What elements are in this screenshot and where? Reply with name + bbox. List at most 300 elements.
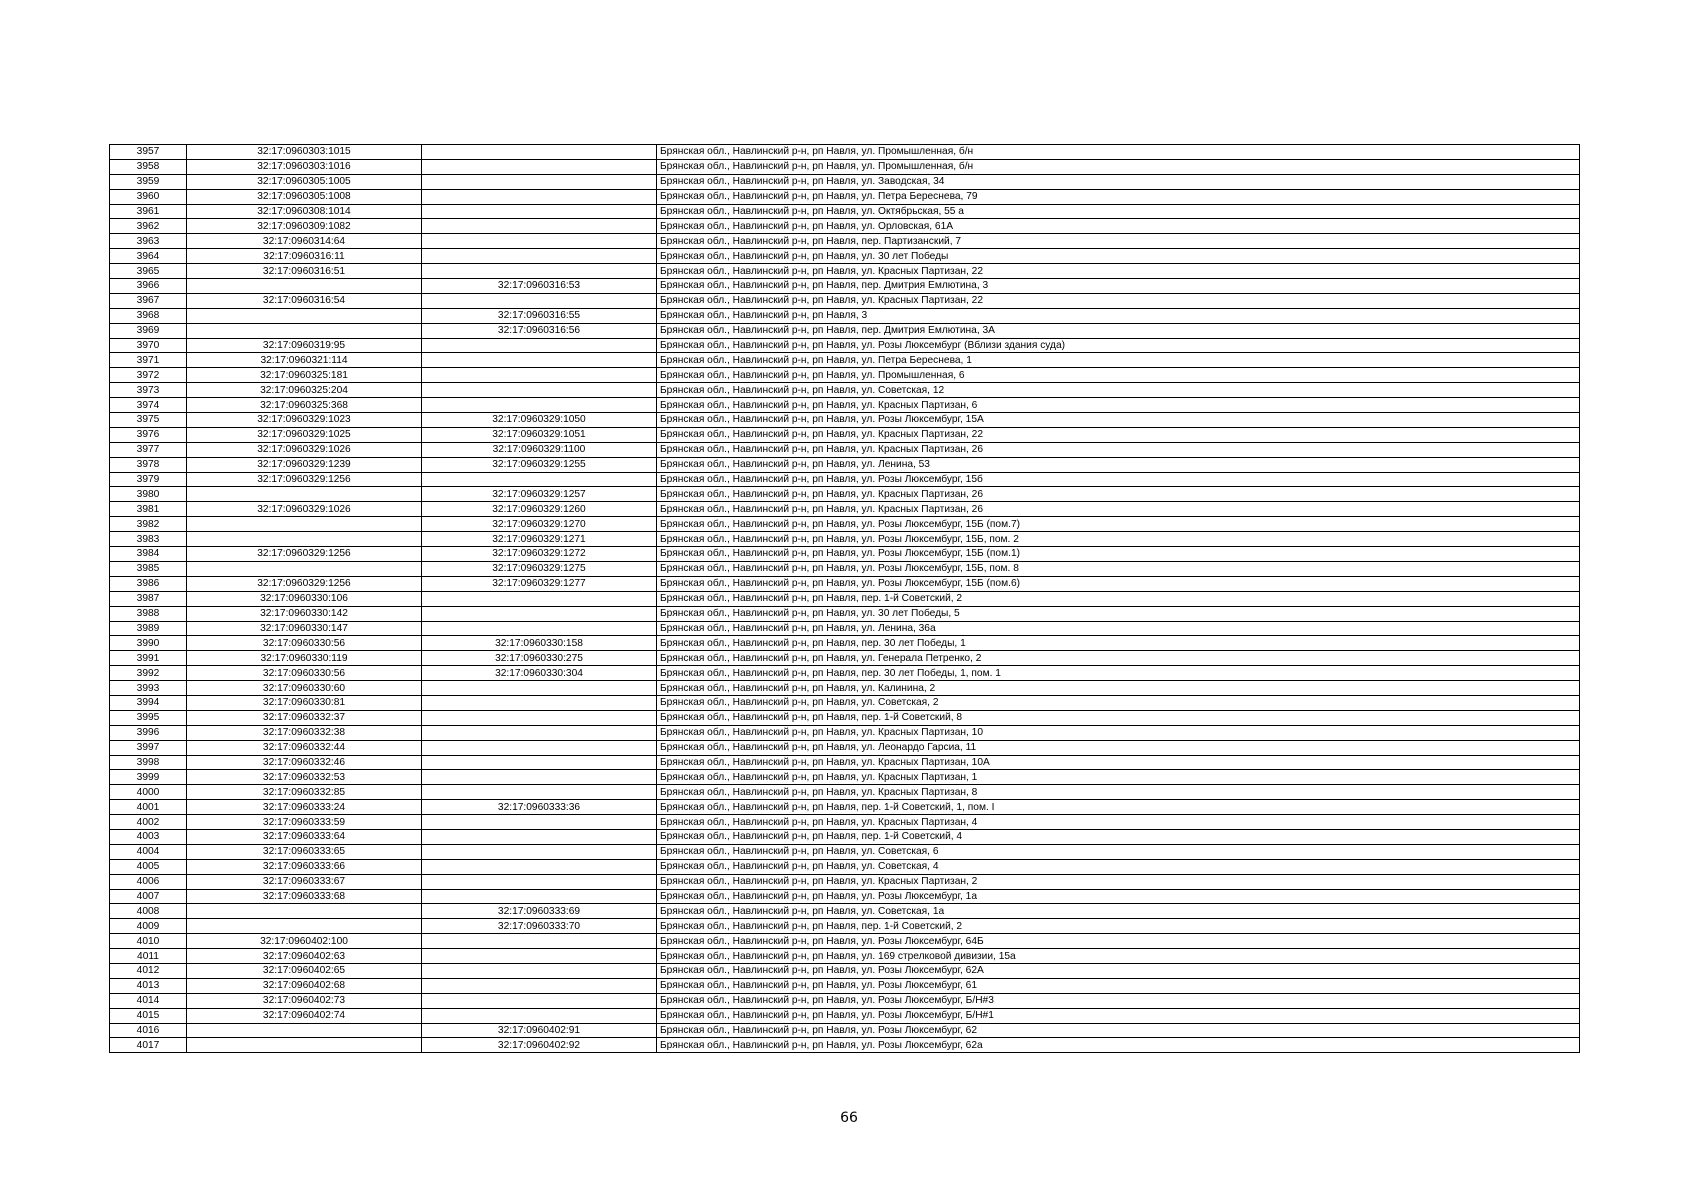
table-row [110,576,1580,591]
table-row [110,978,1580,993]
row-number-cell: 3957 [110,145,187,160]
address-cell: Брянская обл., Навлинский р-н, рп Навля, ул. Розы Люксембург, Б/Н#3 [657,993,1580,1008]
cadastral-number-cell [187,1038,422,1053]
row-number-cell: 3977 [110,442,187,457]
row-number-cell: 4001 [110,800,187,815]
cadastral-number-cell: 32:17:0960333:59 [187,815,422,830]
table-row [110,725,1580,740]
row-number-cell: 4000 [110,785,187,800]
related-cadastral-number-cell [422,234,657,249]
cadastral-number-cell: 32:17:0960332:46 [187,755,422,770]
related-cadastral-number-cell [422,829,657,844]
address-cell: Брянская обл., Навлинский р-н, рп Навля, ул. Красных Партизан, 22 [657,264,1580,279]
address-cell: Брянская обл., Навлинский р-н, рп Навля, ул. Калинина, 2 [657,681,1580,696]
row-number-cell: 4017 [110,1038,187,1053]
table-row [110,949,1580,964]
table-row [110,859,1580,874]
table-row [110,651,1580,666]
related-cadastral-number-cell [422,204,657,219]
row-number-cell: 3969 [110,323,187,338]
cadastral-number-cell [187,279,422,294]
cadastral-number-cell: 32:17:0960305:1008 [187,189,422,204]
row-number-cell: 4013 [110,978,187,993]
row-number-cell: 3960 [110,189,187,204]
cadastral-number-cell: 32:17:0960402:73 [187,993,422,1008]
row-number-cell: 4015 [110,1008,187,1023]
row-number-cell: 4009 [110,919,187,934]
address-cell: Брянская обл., Навлинский р-н, рп Навля, пер. 1-й Советский, 1, пом. I [657,800,1580,815]
address-cell: Брянская обл., Навлинский р-н, рп Навля, ул. Розы Люксембург, 64Б [657,934,1580,949]
related-cadastral-number-cell [422,383,657,398]
table-row [110,740,1580,755]
row-number-cell: 4008 [110,904,187,919]
table-row [110,487,1580,502]
row-number-cell: 4007 [110,889,187,904]
cadastral-number-cell: 32:17:0960332:37 [187,710,422,725]
table-row [110,800,1580,815]
registry-table [109,144,1580,1053]
table-row [110,472,1580,487]
table-row [110,963,1580,978]
address-cell: Брянская обл., Навлинский р-н, рп Навля, пер. Дмитрия Емлютина, 3 [657,279,1580,294]
cadastral-number-cell: 32:17:0960330:142 [187,606,422,621]
table-row [110,204,1580,219]
table-row [110,323,1580,338]
table-row [110,502,1580,517]
related-cadastral-number-cell: 32:17:0960329:1272 [422,547,657,562]
table-row [110,815,1580,830]
address-cell: Брянская обл., Навлинский р-н, рп Навля, ул. Ленина, 36а [657,621,1580,636]
row-number-cell: 3995 [110,710,187,725]
related-cadastral-number-cell: 32:17:0960329:1277 [422,576,657,591]
row-number-cell: 3964 [110,249,187,264]
table-row [110,383,1580,398]
row-number-cell: 3967 [110,293,187,308]
cadastral-number-cell: 32:17:0960303:1016 [187,159,422,174]
cadastral-number-cell: 32:17:0960332:44 [187,740,422,755]
table-row [110,398,1580,413]
table-row [110,561,1580,576]
cadastral-number-cell: 32:17:0960333:68 [187,889,422,904]
address-cell: Брянская обл., Навлинский р-н, рп Навля, ул. Красных Партизан, 1 [657,770,1580,785]
cadastral-number-cell: 32:17:0960316:54 [187,293,422,308]
row-number-cell: 4004 [110,844,187,859]
address-cell: Брянская обл., Навлинский р-н, рп Навля, ул. Советская, 12 [657,383,1580,398]
row-number-cell: 4006 [110,874,187,889]
related-cadastral-number-cell [422,293,657,308]
table-row [110,532,1580,547]
cadastral-number-cell: 32:17:0960332:38 [187,725,422,740]
table-row [110,844,1580,859]
related-cadastral-number-cell: 32:17:0960333:70 [422,919,657,934]
related-cadastral-number-cell [422,710,657,725]
cadastral-number-cell: 32:17:0960329:1239 [187,457,422,472]
row-number-cell: 3999 [110,770,187,785]
row-number-cell: 3966 [110,279,187,294]
table-row [110,517,1580,532]
row-number-cell: 3968 [110,308,187,323]
related-cadastral-number-cell [422,874,657,889]
cadastral-number-cell: 32:17:0960329:1256 [187,547,422,562]
cadastral-number-cell: 32:17:0960402:63 [187,949,422,964]
address-cell: Брянская обл., Навлинский р-н, рп Навля, ул. Красных Партизан, 4 [657,815,1580,830]
related-cadastral-number-cell: 32:17:0960329:1257 [422,487,657,502]
related-cadastral-number-cell: 32:17:0960330:304 [422,666,657,681]
address-cell: Брянская обл., Навлинский р-н, рп Навля, ул. 169 стрелковой дивизии, 15а [657,949,1580,964]
related-cadastral-number-cell [422,755,657,770]
address-cell: Брянская обл., Навлинский р-н, рп Навля, ул. Розы Люксембург, 15Б (пом.6) [657,576,1580,591]
related-cadastral-number-cell: 32:17:0960402:92 [422,1038,657,1053]
row-number-cell: 3981 [110,502,187,517]
table-row [110,904,1580,919]
cadastral-number-cell [187,561,422,576]
address-cell: Брянская обл., Навлинский р-н, рп Навля, ул. Советская, 6 [657,844,1580,859]
related-cadastral-number-cell [422,770,657,785]
cadastral-number-cell: 32:17:0960325:368 [187,398,422,413]
row-number-cell: 3958 [110,159,187,174]
table-row [110,368,1580,383]
address-cell: Брянская обл., Навлинский р-н, рп Навля, ул. Красных Партизан, 26 [657,442,1580,457]
cadastral-number-cell [187,532,422,547]
row-number-cell: 3993 [110,681,187,696]
row-number-cell: 3979 [110,472,187,487]
row-number-cell: 3963 [110,234,187,249]
related-cadastral-number-cell [422,472,657,487]
cadastral-number-cell [187,323,422,338]
cadastral-number-cell [187,1023,422,1038]
cadastral-number-cell [187,517,422,532]
address-cell: Брянская обл., Навлинский р-н, рп Навля, ул. Генерала Петренко, 2 [657,651,1580,666]
table-row [110,219,1580,234]
address-cell: Брянская обл., Навлинский р-н, рп Навля, ул. Октябрьская, 55 а [657,204,1580,219]
cadastral-number-cell [187,487,422,502]
table-row [110,681,1580,696]
related-cadastral-number-cell [422,740,657,755]
row-number-cell: 3985 [110,561,187,576]
table-row [110,442,1580,457]
row-number-cell: 3992 [110,666,187,681]
address-cell: Брянская обл., Навлинский р-н, рп Навля, ул. Розы Люксембург, 15б [657,472,1580,487]
related-cadastral-number-cell [422,264,657,279]
cadastral-number-cell: 32:17:0960333:65 [187,844,422,859]
page-number: 66 [840,1110,858,1126]
address-cell: Брянская обл., Навлинский р-н, рп Навля, ул. Ленина, 53 [657,457,1580,472]
address-cell: Брянская обл., Навлинский р-н, рп Навля, ул. Советская, 4 [657,859,1580,874]
address-cell: Брянская обл., Навлинский р-н, рп Навля, ул. 30 лет Победы [657,249,1580,264]
related-cadastral-number-cell [422,353,657,368]
address-cell: Брянская обл., Навлинский р-н, рп Навля, ул. Розы Люксембург, 15Б (пом.1) [657,547,1580,562]
address-cell: Брянская обл., Навлинский р-н, рп Навля, ул. Красных Партизан, 10А [657,755,1580,770]
row-number-cell: 3975 [110,413,187,428]
row-number-cell: 3987 [110,591,187,606]
related-cadastral-number-cell [422,159,657,174]
related-cadastral-number-cell [422,859,657,874]
cadastral-number-cell: 32:17:0960325:181 [187,368,422,383]
related-cadastral-number-cell [422,949,657,964]
row-number-cell: 3989 [110,621,187,636]
address-cell: Брянская обл., Навлинский р-н, рп Навля, ул. Розы Люксембург, 62А [657,963,1580,978]
table-row [110,159,1580,174]
cadastral-number-cell: 32:17:0960330:60 [187,681,422,696]
address-cell: Брянская обл., Навлинский р-н, рп Навля, ул. Промышленная, б/н [657,145,1580,160]
table-row [110,1008,1580,1023]
related-cadastral-number-cell: 32:17:0960316:55 [422,308,657,323]
table-row [110,621,1580,636]
row-number-cell: 3965 [110,264,187,279]
row-number-cell: 4010 [110,934,187,949]
address-cell: Брянская обл., Навлинский р-н, рп Навля, ул. Розы Люксембург, 15Б (пом.7) [657,517,1580,532]
address-cell: Брянская обл., Навлинский р-н, рп Навля, ул. Леонардо Гарсиа, 11 [657,740,1580,755]
related-cadastral-number-cell [422,844,657,859]
table-row [110,606,1580,621]
table-row [110,264,1580,279]
row-number-cell: 3980 [110,487,187,502]
address-cell: Брянская обл., Навлинский р-н, рп Навля, пер. 1-й Советский, 2 [657,919,1580,934]
related-cadastral-number-cell [422,978,657,993]
related-cadastral-number-cell [422,398,657,413]
table-row [110,919,1580,934]
cadastral-number-cell: 32:17:0960316:11 [187,249,422,264]
table-row [110,1038,1580,1053]
cadastral-number-cell: 32:17:0960402:74 [187,1008,422,1023]
table-row [110,755,1580,770]
cadastral-number-cell: 32:17:0960330:106 [187,591,422,606]
row-number-cell: 3973 [110,383,187,398]
table-row [110,353,1580,368]
related-cadastral-number-cell: 32:17:0960330:158 [422,636,657,651]
row-number-cell: 3978 [110,457,187,472]
table-row [110,338,1580,353]
cadastral-number-cell: 32:17:0960329:1026 [187,442,422,457]
related-cadastral-number-cell [422,174,657,189]
address-cell: Брянская обл., Навлинский р-н, рп Навля, ул. Советская, 2 [657,695,1580,710]
table-row [110,457,1580,472]
table-row [110,770,1580,785]
cadastral-number-cell: 32:17:0960309:1082 [187,219,422,234]
cadastral-number-cell [187,904,422,919]
cadastral-number-cell [187,919,422,934]
row-number-cell: 3986 [110,576,187,591]
table-row [110,293,1580,308]
related-cadastral-number-cell [422,189,657,204]
row-number-cell: 3991 [110,651,187,666]
related-cadastral-number-cell: 32:17:0960329:1100 [422,442,657,457]
related-cadastral-number-cell [422,695,657,710]
address-cell: Брянская обл., Навлинский р-н, рп Навля, ул. Красных Партизан, 8 [657,785,1580,800]
row-number-cell: 3982 [110,517,187,532]
address-cell: Брянская обл., Навлинский р-н, рп Навля, ул. Промышленная, 6 [657,368,1580,383]
row-number-cell: 4005 [110,859,187,874]
address-cell: Брянская обл., Навлинский р-н, рп Навля, пер. 1-й Советский, 4 [657,829,1580,844]
table-row [110,145,1580,160]
table-row [110,666,1580,681]
table-row [110,636,1580,651]
cadastral-number-cell: 32:17:0960314:64 [187,234,422,249]
related-cadastral-number-cell: 32:17:0960329:1255 [422,457,657,472]
related-cadastral-number-cell [422,621,657,636]
address-cell: Брянская обл., Навлинский р-н, рп Навля, пер. Партизанский, 7 [657,234,1580,249]
row-number-cell: 3994 [110,695,187,710]
address-cell: Брянская обл., Навлинский р-н, рп Навля, ул. Красных Партизан, 22 [657,427,1580,442]
address-cell: Брянская обл., Навлинский р-н, рп Навля, ул. Розы Люксембург, 61 [657,978,1580,993]
cadastral-number-cell: 32:17:0960333:66 [187,859,422,874]
cadastral-number-cell: 32:17:0960333:24 [187,800,422,815]
related-cadastral-number-cell: 32:17:0960329:1275 [422,561,657,576]
address-cell: Брянская обл., Навлинский р-н, рп Навля, ул. Петра Береснева, 79 [657,189,1580,204]
related-cadastral-number-cell [422,145,657,160]
cadastral-number-cell: 32:17:0960321:114 [187,353,422,368]
cadastral-number-cell: 32:17:0960402:68 [187,978,422,993]
cadastral-number-cell: 32:17:0960332:85 [187,785,422,800]
table-row [110,695,1580,710]
table-row [110,785,1580,800]
address-cell: Брянская обл., Навлинский р-н, рп Навля, ул. Советская, 1а [657,904,1580,919]
cadastral-number-cell: 32:17:0960319:95 [187,338,422,353]
table-row [110,234,1580,249]
row-number-cell: 3970 [110,338,187,353]
address-cell: Брянская обл., Навлинский р-н, рп Навля, ул. Розы Люксембург, 62 [657,1023,1580,1038]
row-number-cell: 3990 [110,636,187,651]
row-number-cell: 3961 [110,204,187,219]
table-row [110,591,1580,606]
row-number-cell: 3959 [110,174,187,189]
related-cadastral-number-cell [422,249,657,264]
address-cell: Брянская обл., Навлинский р-н, рп Навля, ул. Красных Партизан, 6 [657,398,1580,413]
table-row [110,308,1580,323]
related-cadastral-number-cell: 32:17:0960330:275 [422,651,657,666]
related-cadastral-number-cell [422,591,657,606]
table-row [110,829,1580,844]
related-cadastral-number-cell [422,1008,657,1023]
address-cell: Брянская обл., Навлинский р-н, рп Навля, ул. Розы Люксембург, Б/Н#1 [657,1008,1580,1023]
related-cadastral-number-cell [422,681,657,696]
related-cadastral-number-cell [422,368,657,383]
table-row [110,413,1580,428]
table-row [110,249,1580,264]
row-number-cell: 3976 [110,427,187,442]
cadastral-number-cell: 32:17:0960325:204 [187,383,422,398]
cadastral-number-cell: 32:17:0960305:1005 [187,174,422,189]
address-cell: Брянская обл., Навлинский р-н, рп Навля, пер. 1-й Советский, 8 [657,710,1580,725]
address-cell: Брянская обл., Навлинский р-н, рп Навля, ул. Красных Партизан, 26 [657,502,1580,517]
address-cell: Брянская обл., Навлинский р-н, рп Навля, ул. Розы Люксембург, 15А [657,413,1580,428]
row-number-cell: 3962 [110,219,187,234]
row-number-cell: 3983 [110,532,187,547]
related-cadastral-number-cell [422,963,657,978]
table-row [110,279,1580,294]
address-cell: Брянская обл., Навлинский р-н, рп Навля, пер. Дмитрия Емлютина, 3А [657,323,1580,338]
cadastral-number-cell: 32:17:0960330:147 [187,621,422,636]
cadastral-number-cell: 32:17:0960329:1023 [187,413,422,428]
registry-table-body [110,145,1580,1053]
row-number-cell: 3984 [110,547,187,562]
address-cell: Брянская обл., Навлинский р-н, рп Навля, пер. 30 лет Победы, 1 [657,636,1580,651]
row-number-cell: 4012 [110,963,187,978]
related-cadastral-number-cell [422,934,657,949]
cadastral-number-cell: 32:17:0960329:1026 [187,502,422,517]
cadastral-number-cell: 32:17:0960330:56 [187,636,422,651]
row-number-cell: 3996 [110,725,187,740]
row-number-cell: 4002 [110,815,187,830]
table-row [110,934,1580,949]
related-cadastral-number-cell [422,815,657,830]
cadastral-number-cell: 32:17:0960330:56 [187,666,422,681]
row-number-cell: 3997 [110,740,187,755]
address-cell: Брянская обл., Навлинский р-н, рп Навля, ул. Заводская, 34 [657,174,1580,189]
related-cadastral-number-cell [422,785,657,800]
related-cadastral-number-cell [422,338,657,353]
address-cell: Брянская обл., Навлинский р-н, рп Навля, пер. 1-й Советский, 2 [657,591,1580,606]
related-cadastral-number-cell: 32:17:0960402:91 [422,1023,657,1038]
cadastral-number-cell: 32:17:0960329:1256 [187,576,422,591]
table-row [110,993,1580,1008]
cadastral-number-cell: 32:17:0960308:1014 [187,204,422,219]
related-cadastral-number-cell: 32:17:0960333:36 [422,800,657,815]
address-cell: Брянская обл., Навлинский р-н, рп Навля, ул. Розы Люксембург (Вблизи здания суда) [657,338,1580,353]
row-number-cell: 4003 [110,829,187,844]
related-cadastral-number-cell [422,606,657,621]
address-cell: Брянская обл., Навлинский р-н, рп Навля, ул. Розы Люксембург, 15Б, пом. 2 [657,532,1580,547]
row-number-cell: 4014 [110,993,187,1008]
related-cadastral-number-cell: 32:17:0960329:1051 [422,427,657,442]
cadastral-number-cell: 32:17:0960330:81 [187,695,422,710]
address-cell: Брянская обл., Навлинский р-н, рп Навля, пер. 30 лет Победы, 1, пом. 1 [657,666,1580,681]
related-cadastral-number-cell: 32:17:0960329:1270 [422,517,657,532]
table-row [110,889,1580,904]
row-number-cell: 3972 [110,368,187,383]
cadastral-number-cell: 32:17:0960303:1015 [187,145,422,160]
related-cadastral-number-cell [422,993,657,1008]
address-cell: Брянская обл., Навлинский р-н, рп Навля, ул. Розы Люксембург, 1а [657,889,1580,904]
address-cell: Брянская обл., Навлинский р-н, рп Навля, ул. Промышленная, б/н [657,159,1580,174]
cadastral-number-cell: 32:17:0960329:1256 [187,472,422,487]
address-cell: Брянская обл., Навлинский р-н, рп Навля, ул. Орловская, 61А [657,219,1580,234]
row-number-cell: 4011 [110,949,187,964]
cadastral-number-cell: 32:17:0960402:100 [187,934,422,949]
table-row [110,710,1580,725]
address-cell: Брянская обл., Навлинский р-н, рп Навля, ул. Петра Береснева, 1 [657,353,1580,368]
address-cell: Брянская обл., Навлинский р-н, рп Навля, ул. Красных Партизан, 2 [657,874,1580,889]
address-cell: Брянская обл., Навлинский р-н, рп Навля, ул. Красных Партизан, 10 [657,725,1580,740]
address-cell: Брянская обл., Навлинский р-н, рп Навля, 3 [657,308,1580,323]
cadastral-number-cell: 32:17:0960332:53 [187,770,422,785]
cadastral-number-cell [187,308,422,323]
table-row [110,189,1580,204]
cadastral-number-cell: 32:17:0960330:119 [187,651,422,666]
cadastral-number-cell: 32:17:0960333:64 [187,829,422,844]
cadastral-number-cell: 32:17:0960333:67 [187,874,422,889]
row-number-cell: 3974 [110,398,187,413]
table-row [110,427,1580,442]
related-cadastral-number-cell [422,889,657,904]
address-cell: Брянская обл., Навлинский р-н, рп Навля, ул. Розы Люксембург, 15Б, пом. 8 [657,561,1580,576]
related-cadastral-number-cell: 32:17:0960329:1260 [422,502,657,517]
table-row [110,174,1580,189]
related-cadastral-number-cell: 32:17:0960316:53 [422,279,657,294]
row-number-cell: 3971 [110,353,187,368]
cadastral-number-cell: 32:17:0960329:1025 [187,427,422,442]
row-number-cell: 4016 [110,1023,187,1038]
related-cadastral-number-cell [422,219,657,234]
row-number-cell: 3998 [110,755,187,770]
related-cadastral-number-cell [422,725,657,740]
address-cell: Брянская обл., Навлинский р-н, рп Навля, ул. Красных Партизан, 22 [657,293,1580,308]
related-cadastral-number-cell: 32:17:0960316:56 [422,323,657,338]
table-row [110,547,1580,562]
address-cell: Брянская обл., Навлинский р-н, рп Навля, ул. 30 лет Победы, 5 [657,606,1580,621]
table-row [110,874,1580,889]
related-cadastral-number-cell: 32:17:0960329:1050 [422,413,657,428]
